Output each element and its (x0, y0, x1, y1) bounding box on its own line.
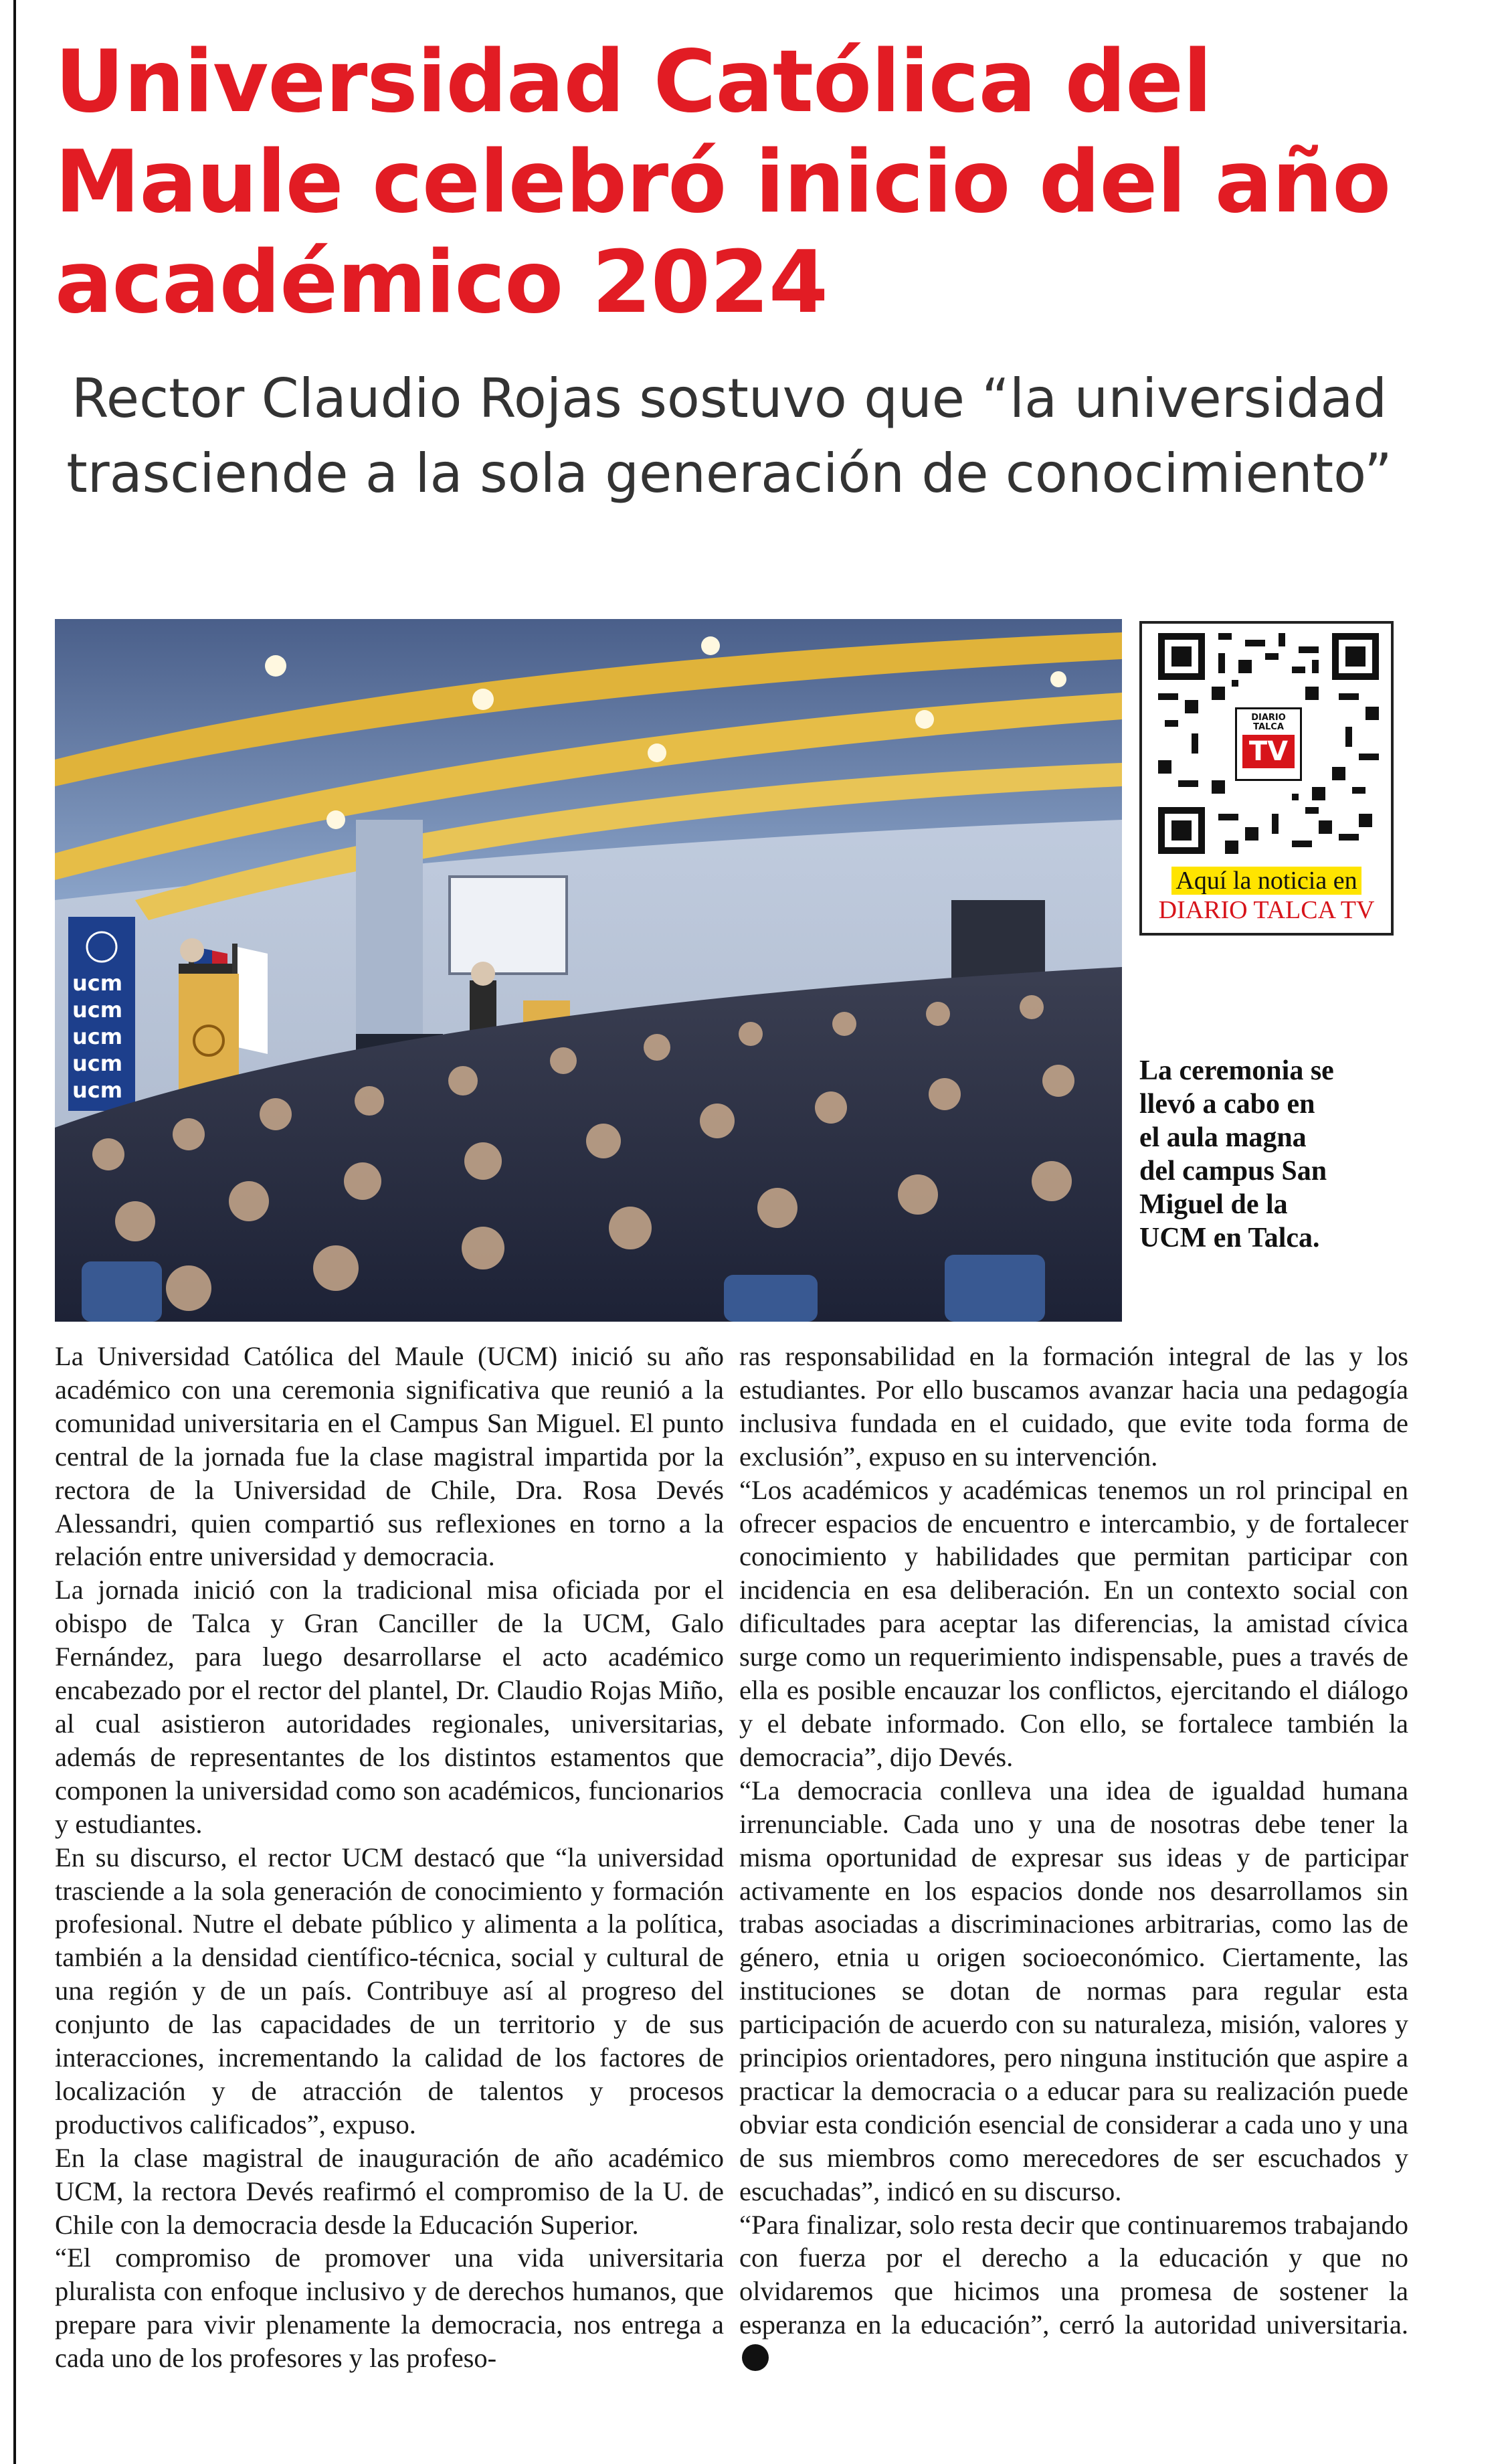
banner-text: ucm (72, 997, 123, 1023)
body-paragraph: En su discurso, el rector UCM destacó que “la universidad trasciende a la sola generación de conocimiento y formación profesional. Nutre el debate público y alimenta a la política, también a la densidad científico-técnica, social y cultural de una región y de un país. Contribuye así al progreso del conjunto de las capacidades de un territorio y de sus interacciones, incrementando la calidad de los factores de localización y de atracción de talentos y procesos productivos calificados”, expuso. (55, 1842, 724, 2139)
body-paragraph: La jornada inició con la tradicional misa oficiada por el obispo de Talca y Gran Canciller de la UCM, Galo Fernández, para luego desarrollarse el acto académico encabezado por el rector del plantel, Dr. Claudio Rojas Miño, al cual asistieron autoridades regionales, universitarias, además de representantes de los distintos estamentos que componen la universidad como son académicos, funcionarios y estudiantes. (55, 1575, 724, 1839)
banner-text: ucm (72, 1024, 123, 1049)
body-paragraph: ras responsabilidad en la formación integral de las y los estudiantes. Por ello buscamos avanzar hacia una pedagogía inclusiva fundada en el cuidado, que evite toda forma de exclusión”, expuso en su intervención. (739, 1341, 1408, 1472)
body-paragraph: “Para finalizar, solo resta decir que continuaremos trabajando con fuerza por el derecho a la educación y que no olvidaremos que hicimos una promesa de sostener la esperanza en la educación”, cerró la autoridad universitaria. (739, 2209, 1408, 2340)
body-paragraph: “El compromiso de promover una vida universitaria pluralista con enfoque inclusivo y de derechos humanos, que prepare para vivir plenamente la democracia, nos entrega a cada uno de los profesores y las profeso- (55, 2242, 724, 2374)
left-column-rule (13, 0, 16, 2464)
banner-text: ucm (72, 1077, 123, 1103)
qr-caption-line1: Aquí la noticia en (1171, 867, 1361, 895)
body-paragraph: La Universidad Católica del Maule (UCM) inició su año académico con una ceremonia significativa que reunió a la comunidad universitaria en el Campus San Miguel. El punto central de la jornada fue la clase magistral impartida por la rectora de la Universidad de Chile, Dra. Rosa Devés Alessandri, quien compartió sus reflexiones en torno a la relación entre universidad y democracia. (55, 1341, 724, 1572)
body-paragraph: “Los académicos y académicas tenemos un rol principal en ofrecer espacios de encuentro e intercambio, y de fortalecer conocimiento y habilidades que permitan participar con incidencia en esa deliberación. En un contexto social con dificultades para aceptar las diferencias, la amistad cívica surge como un requerimiento indispensable, pues a través de ella es posible encauzar los conflictos, ejercitando el diálogo y el debate informado. Con ello, se fortalece también la democracia”, dijo Devés. (739, 1474, 1408, 1772)
qr-code-box[interactable] (1139, 621, 1394, 936)
qr-caption[interactable] (1142, 866, 1391, 925)
logo-brand-text: DIARIO TALCA (1251, 713, 1286, 732)
body-paragraph: En la clase magistral de inauguración de año académico UCM, la rectora Devés reafirmó el compromiso de la U. de Chile con la democracia desde la Educación Superior. (55, 2142, 724, 2240)
banner-text: ucm (72, 970, 123, 996)
subheadline: Rector Claudio Rojas sostuvo que “la universidad trasciende a la sola generación de conocimiento” (66, 367, 1392, 505)
headline: Universidad Católica del Maule celebró inicio del año académico 2024 (55, 32, 1391, 333)
end-mark-icon (742, 2344, 769, 2371)
ceremony-photo (55, 619, 1122, 1322)
body-column-right (739, 1340, 1408, 2375)
photo-caption: La ceremonia se llevó a cabo en el aula magna del campus San Miguel de la UCM en Talca. (1139, 1055, 1334, 1253)
logo-tv-text: TV (1242, 735, 1295, 768)
body-paragraph: “La democracia conlleva una idea de igualdad humana irrenunciable. Cada uno y una de nosotras debe tener la misma oportunidad de expresar sus ideas y de participar activamente en los espacios donde nos desarrollamos sin trabas asociadas a discriminaciones arbitrarias, como las de género, etnia u origen socioeconómico. Ciertamente, las instituciones se dotan de normas para regular esta participación de acuerdo con su naturaleza, misión, valores y principios orientadores, pero ninguna institución que aspire a practicar la democracia o a educar para su realización puede obviar esta condición esencial de considerar a cada uno y una de sus miembros como merecedores de ser escuchados y escuchadas”, indicó en su discurso. (739, 1775, 1408, 2206)
qr-caption-line2: DIARIO TALCA TV (1158, 896, 1375, 924)
diario-talca-tv-logo (1235, 707, 1302, 781)
body-column-left (55, 1340, 724, 2375)
banner-text: ucm (72, 1051, 123, 1076)
